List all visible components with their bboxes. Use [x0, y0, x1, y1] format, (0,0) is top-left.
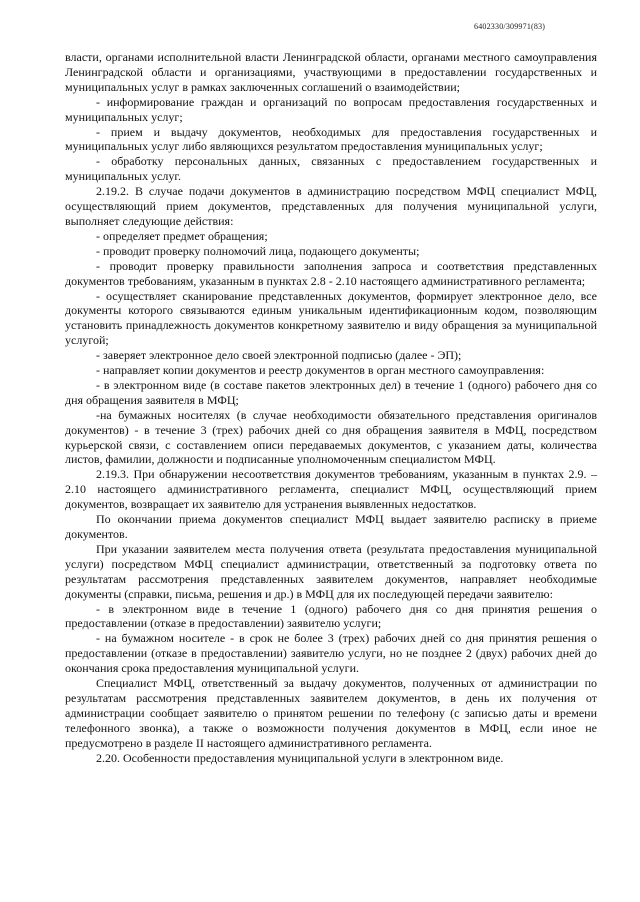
paragraph: 2.19.3. При обнаружении несоответствия документов требованиям, указанным в пунктах 2.9. – 2.10 настоящего административного регламента, специалист МФЦ, осуществляющий прием документов, возвращает их заявителю для устранения выявленных недостатков. [65, 467, 597, 512]
document-id: 6402330/309971(83) [474, 22, 546, 31]
paragraph: - прием и выдачу документов, необходимых для предоставления государственных и муниципальных услуг либо являющихся результатом предоставления муниципальных услуг; [65, 124, 597, 154]
paragraph: Специалист МФЦ, ответственный за выдачу документов, полученных от администрации по результатам рассмотрения представленных заявителем документов, в день их получения от администрации сообщает заявителю о принятом решении по телефону (с записью даты и времени телефонного звонка), а также о возможности получения документов в МФЦ, если иное не предусмотрено в разделе II настоящего административного регламента. [65, 676, 597, 750]
paragraph: - в электронном виде в течение 1 (одного) рабочего дня со дня принятия решения о предоставлении (отказе в предоставлении) заявителю услуги; [65, 601, 597, 631]
paragraph: власти, органами исполнительной власти Ленинградской области, органами местного самоуправления Ленинградской области и организациями, участвующими в предоставлении государственных и муниципальных услуг в рамках заключенных соглашений о взаимодействии; [65, 50, 597, 94]
paragraph: - проводит проверку правильности заполнения запроса и соответствия представленных документов требованиям, указанным в пунктах 2.8 - 2.10 настоящего административного регламента; [65, 258, 597, 288]
paragraph: - осуществляет сканирование представленных документов, формирует электронное дело, все документы которого связываются единым уникальным идентификационным кодом, позволяющим установить принадлежность документов конкретному заявителю и виду обращения за муниципальной услугой; [65, 288, 597, 348]
paragraph: - направляет копии документов и реестр документов в орган местного самоуправления: [96, 363, 545, 378]
paragraph: - заверяет электронное дело своей электронной подписью (далее - ЭП); [96, 348, 462, 363]
paragraph: - информирование граждан и организаций по вопросам предоставления государственных и муниципальных услуг; [65, 94, 597, 124]
paragraph: - определяет предмет обращения; [96, 228, 268, 243]
paragraph: 2.20. Особенности предоставления муниципальной услуги в электронном виде. [96, 750, 504, 765]
document-body [65, 50, 597, 766]
paragraph: - проводит проверку полномочий лица, подающего документы; [96, 243, 420, 258]
paragraph: По окончании приема документов специалист МФЦ выдает заявителю расписку в приеме документов. [65, 512, 597, 541]
paragraph: При указании заявителем места получения ответа (результата предоставления муниципальной услуги) посредством МФЦ специалист администрации, ответственный за подготовку ответа по результатам рассмотрения представленных заявителем документов, направляет необходимые документы (справки, письма, решения и др.) в МФЦ для их последующей передачи заявителю: [65, 541, 597, 601]
paragraph: 2.19.2. В случае подачи документов в администрацию посредством МФЦ специалист МФЦ, осуществляющий прием документов, представленных для получения муниципальной услуги, выполняет следующие действия: [65, 184, 597, 228]
paragraph: -на бумажных носителях (в случае необходимости обязательного представления оригиналов документов) - в течение 3 (трех) рабочих дней со дня обращения заявителя в МФЦ, посредством курьерской связи, с составлением описи передаваемых документов, с указанием даты, количества листов, фамилии, должности и подписанные уполномоченным специалистом МФЦ. [65, 407, 597, 467]
paragraph: - в электронном виде (в составе пакетов электронных дел) в течение 1 (одного) рабочего дня со дня обращения заявителя в МФЦ; [65, 377, 597, 407]
paragraph: - на бумажном носителе - в срок не более 3 (трех) рабочих дней со дня принятия решения о предоставлении (отказе в предоставлении) заявителю услуги, но не позднее 2 (двух) рабочих дней до окончания срока предоставления муниципальной услуги. [65, 631, 597, 676]
paragraph: - обработку персональных данных, связанных с предоставлением государственных и муниципальных услуг. [65, 154, 597, 184]
